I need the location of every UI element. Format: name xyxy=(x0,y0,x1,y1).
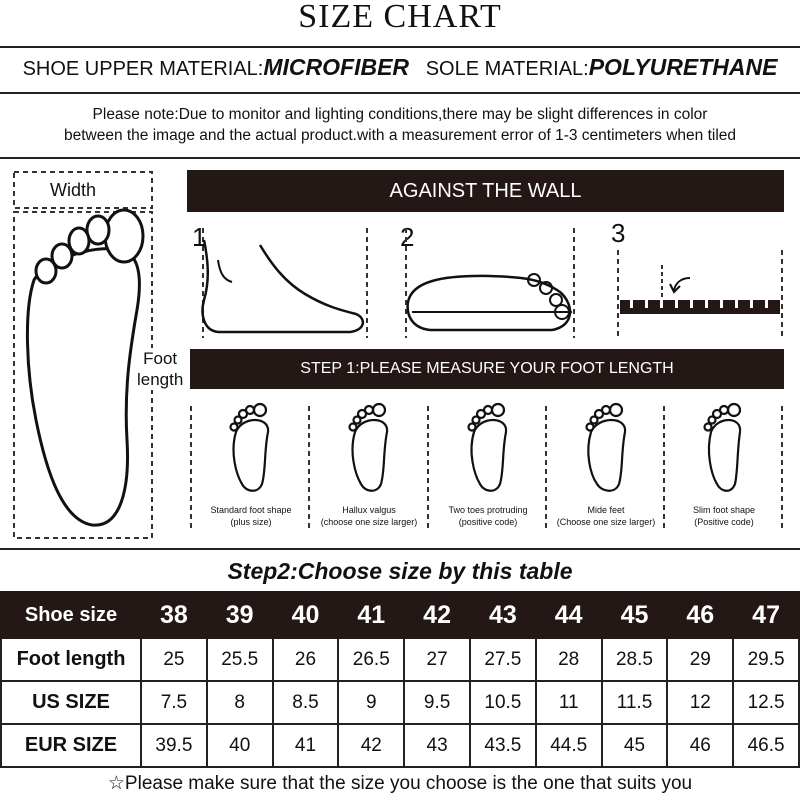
page-title: SIZE CHART xyxy=(298,0,502,35)
table-cell: Foot length xyxy=(1,638,141,681)
table-cell: 27.5 xyxy=(470,638,536,681)
foot-measure-diagram xyxy=(12,170,184,542)
upper-material-label: SHOE UPPER MATERIAL: xyxy=(22,58,264,80)
size-table-header: 43 xyxy=(470,592,536,638)
foot-length-label xyxy=(137,348,183,390)
foot-shape-caption xyxy=(659,504,789,528)
caption-line: Two toes protruding xyxy=(448,505,528,515)
table-cell: 8.5 xyxy=(273,681,339,724)
table-cell: 25 xyxy=(141,638,207,681)
table-cell: 8 xyxy=(207,681,273,724)
table-cell: 10.5 xyxy=(470,681,536,724)
table-cell: 7.5 xyxy=(141,681,207,724)
table-cell: 26 xyxy=(273,638,339,681)
size-table-header: 47 xyxy=(733,592,799,638)
foot-shape-caption xyxy=(186,504,316,528)
foot-sole-illustration xyxy=(12,170,157,542)
size-table-header: 44 xyxy=(536,592,602,638)
table-cell: 39.5 xyxy=(141,724,207,767)
size-table-header: 46 xyxy=(667,592,733,638)
size-table-header: 38 xyxy=(141,592,207,638)
foot-length-label-line2: length xyxy=(137,370,184,389)
step2-title: Step2:Choose size by this table xyxy=(227,558,573,584)
sole-material-label: SOLE MATERIAL: xyxy=(425,58,589,80)
table-cell: 11.5 xyxy=(602,681,668,724)
table-cell: 43 xyxy=(404,724,470,767)
divider xyxy=(0,92,800,94)
wall-step-number: 3 xyxy=(611,218,626,248)
divider xyxy=(0,548,800,550)
table-cell: 27 xyxy=(404,638,470,681)
wall-step-number: 2 xyxy=(400,222,415,252)
table-cell: EUR SIZE xyxy=(1,724,141,767)
table-row xyxy=(1,681,799,724)
table-cell: US SIZE xyxy=(1,681,141,724)
table-cell: 26.5 xyxy=(338,638,404,681)
table-cell: 11 xyxy=(536,681,602,724)
table-cell: 25.5 xyxy=(207,638,273,681)
table-cell: 28.5 xyxy=(602,638,668,681)
foot-shape-caption xyxy=(304,504,434,528)
sole-material-value: POLYURETHANE xyxy=(588,54,778,80)
wall-step-number: 1 xyxy=(192,222,207,252)
table-cell: 46.5 xyxy=(733,724,799,767)
table-cell: 29 xyxy=(667,638,733,681)
footer-note: ☆Please make sure that the size you choose is the one that suits you xyxy=(107,773,693,794)
caption-line: Hallux valgus xyxy=(342,505,396,515)
caption-line: (positive code) xyxy=(458,517,518,527)
table-cell: 9 xyxy=(338,681,404,724)
caption-line: (choose one size larger) xyxy=(320,517,418,527)
materials-line xyxy=(0,54,800,81)
caption-line: Slim foot shape xyxy=(692,505,756,515)
table-cell: 28 xyxy=(536,638,602,681)
caption-line: (Positive code) xyxy=(694,517,754,527)
wall-step-illustrations xyxy=(190,220,790,340)
divider xyxy=(0,46,800,48)
note-line-2: between the image and the actual product.with a measurement error of 1-3 centimeters when tiled xyxy=(63,127,737,144)
size-table-header: Shoe size xyxy=(1,592,141,638)
table-cell: 29.5 xyxy=(733,638,799,681)
caption-line: Standard foot shape xyxy=(210,505,292,515)
caption-line: (plus size) xyxy=(230,517,272,527)
caption-line: (Choose one size larger) xyxy=(556,517,656,527)
caption-line: Mide feet xyxy=(587,505,625,515)
table-cell: 40 xyxy=(207,724,273,767)
note-line-1: Please note:Due to monitor and lighting conditions,there may be slight differences in color xyxy=(92,106,708,123)
foot-shape-caption xyxy=(423,504,553,528)
size-table-header: 45 xyxy=(602,592,668,638)
size-table xyxy=(0,591,800,768)
table-cell: 44.5 xyxy=(536,724,602,767)
table-cell: 41 xyxy=(273,724,339,767)
against-wall-banner: AGAINST THE WALL xyxy=(187,170,784,212)
disclaimer-note xyxy=(0,104,800,146)
size-table-header: 39 xyxy=(207,592,273,638)
table-row xyxy=(1,638,799,681)
table-cell: 46 xyxy=(667,724,733,767)
table-cell: 43.5 xyxy=(470,724,536,767)
size-table-header-row xyxy=(1,592,799,638)
table-cell: 42 xyxy=(338,724,404,767)
divider xyxy=(0,157,800,159)
foot-shape-caption xyxy=(541,504,671,528)
table-cell: 45 xyxy=(602,724,668,767)
foot-length-label-line1: Foot xyxy=(143,349,178,368)
size-table-header: 42 xyxy=(404,592,470,638)
step1-banner: STEP 1:PLEASE MEASURE YOUR FOOT LENGTH xyxy=(190,349,784,389)
table-cell: 9.5 xyxy=(404,681,470,724)
table-row xyxy=(1,724,799,767)
upper-material-value: MICROFIBER xyxy=(263,54,410,80)
width-label: Width xyxy=(50,180,97,200)
size-table-header: 40 xyxy=(273,592,339,638)
size-table-header: 41 xyxy=(338,592,404,638)
table-cell: 12.5 xyxy=(733,681,799,724)
table-cell: 12 xyxy=(667,681,733,724)
